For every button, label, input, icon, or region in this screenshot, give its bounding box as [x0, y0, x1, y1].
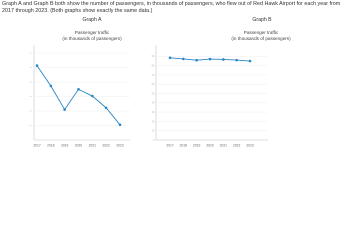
graph-a-xtick-label: 2022 [102, 143, 110, 148]
graph-b-ytick-label: 90 [151, 55, 155, 59]
graph-b-data-point [169, 56, 172, 59]
graph-b-ytick-label: 20 [151, 120, 155, 124]
graph-b-xtick-label: 2021 [219, 143, 228, 148]
intro-text: Graph A and Graph B both show the number of passengers, in thousands of passengers, who flew out of Red Hawk Airport for each year from 2017 through 2023. (Both graphs show exactly the same data.) [2, 1, 341, 14]
graph-a-data-point [36, 64, 39, 67]
graph-b-data-point [249, 60, 252, 63]
graph-b-ytick-label: 80 [151, 64, 155, 68]
graph-a-xtick-label: 2023 [116, 143, 124, 148]
graph-b-data-point [182, 58, 185, 61]
graph-a-data-point [63, 108, 66, 111]
graph-a-xtick-label: 2021 [88, 143, 97, 148]
graph-a-subtitle-text: (in thousands of passengers) [62, 35, 122, 41]
graph-b-xtick-label: 2018 [179, 143, 188, 148]
graph-b-ytick-label: 60 [151, 83, 155, 87]
graph-b-title-text: Passenger traffic [243, 30, 279, 35]
graph-b-ytick-label: 0 [153, 138, 155, 142]
graph-b-ytick-label: 50 [151, 92, 155, 96]
graph-a-data-point [91, 95, 94, 98]
graph-b-ytick-label: 70 [151, 73, 155, 77]
graph-b-xtick-label: 2019 [192, 143, 201, 148]
graph-b-data-point [209, 58, 212, 61]
graph-b-ytick-label: 10 [151, 129, 155, 133]
graph-b-xtick-label: 2023 [246, 143, 254, 148]
graph-a-title-text: Passenger traffic [74, 30, 110, 35]
graph-b-xtick-label: 2017 [166, 143, 174, 148]
graph-a-xtick-label: 2019 [60, 143, 69, 148]
graph-b-ytick-label: 30 [151, 111, 155, 114]
graph-b-label: Graph B [252, 17, 272, 23]
graph-a-label: Graph A [82, 17, 102, 23]
graph-b-xtick-label: 2020 [206, 143, 214, 148]
graph-a-data-point [77, 88, 80, 91]
graph-b-subtitle-text: (in thousands of passengers) [231, 35, 291, 41]
graph-a-xtick-label: 2017 [33, 143, 41, 148]
graph-b-ytick-label: 40 [151, 101, 155, 105]
graph-a-data-point [105, 107, 108, 110]
graph-a-data-point [119, 123, 122, 126]
graph-a-data-point [50, 85, 53, 88]
graph-b-data-point [235, 59, 238, 62]
graph-a-xtick-label: 2020 [74, 143, 83, 148]
graph-a-xtick-label: 2018 [47, 143, 55, 148]
graph-b-xtick-label: 2022 [232, 143, 241, 148]
graph-a-series-line [37, 66, 120, 125]
graph-b-data-point [222, 58, 225, 61]
graph-b-data-point [195, 59, 198, 62]
